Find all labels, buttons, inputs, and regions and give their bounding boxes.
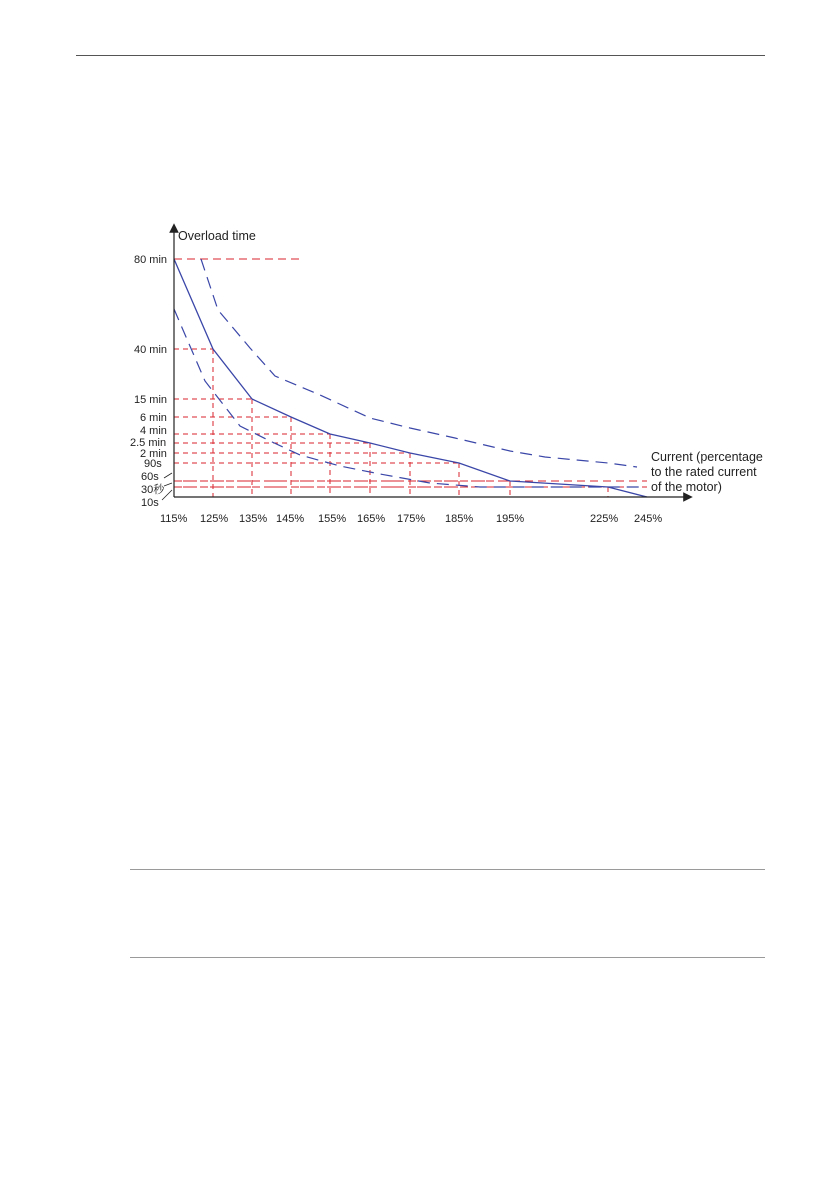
y-tick-label: 10s: [141, 497, 159, 509]
y-tick-label: 6 min: [140, 412, 167, 424]
reference-grid: [174, 259, 647, 497]
y-axis-title: Overload time: [178, 229, 256, 243]
x-axis-title-line-3: of the motor): [651, 480, 722, 494]
y-tick-label: 2.5 min: [130, 437, 167, 449]
y-tick-labels: [130, 254, 172, 509]
tick-leader: [164, 483, 172, 486]
x-tick-label: 145%: [276, 513, 305, 525]
y-tick-label: 60s: [141, 471, 159, 483]
y-tick-label: 15 min: [134, 394, 168, 406]
y-tick-label: 90s: [144, 458, 162, 470]
x-tick-label: 195%: [496, 513, 525, 525]
x-tick-label: 225%: [590, 513, 619, 525]
x-tick-label: 165%: [357, 513, 386, 525]
x-axis-title-line-1: Current (percentage: [651, 450, 763, 464]
tick-leader: [164, 473, 172, 478]
x-tick-label: 245%: [634, 513, 663, 525]
x-tick-label: 185%: [445, 513, 474, 525]
y-tick-label: 4 min: [140, 425, 167, 437]
labels: [178, 229, 763, 494]
y-tick-label: 80 min: [134, 254, 168, 266]
series-line-nominal: [174, 259, 647, 497]
x-tick-label: 175%: [397, 513, 426, 525]
series-layer: [174, 259, 647, 497]
x-tick-labels: [160, 513, 662, 525]
series-line-upper-dashed: [201, 259, 637, 467]
x-tick-label: 125%: [200, 513, 229, 525]
y-tick-label: 40 min: [134, 344, 168, 356]
x-axis-title-line-2: to the rated current: [651, 465, 757, 479]
y-tick-label: 2 min: [140, 448, 167, 460]
series-line-lower-dashed: [174, 309, 640, 487]
y-tick-label: 30秒: [141, 484, 165, 496]
x-tick-label: 115%: [160, 513, 188, 525]
x-tick-label: 135%: [239, 513, 268, 525]
x-tick-label: 155%: [318, 513, 347, 525]
